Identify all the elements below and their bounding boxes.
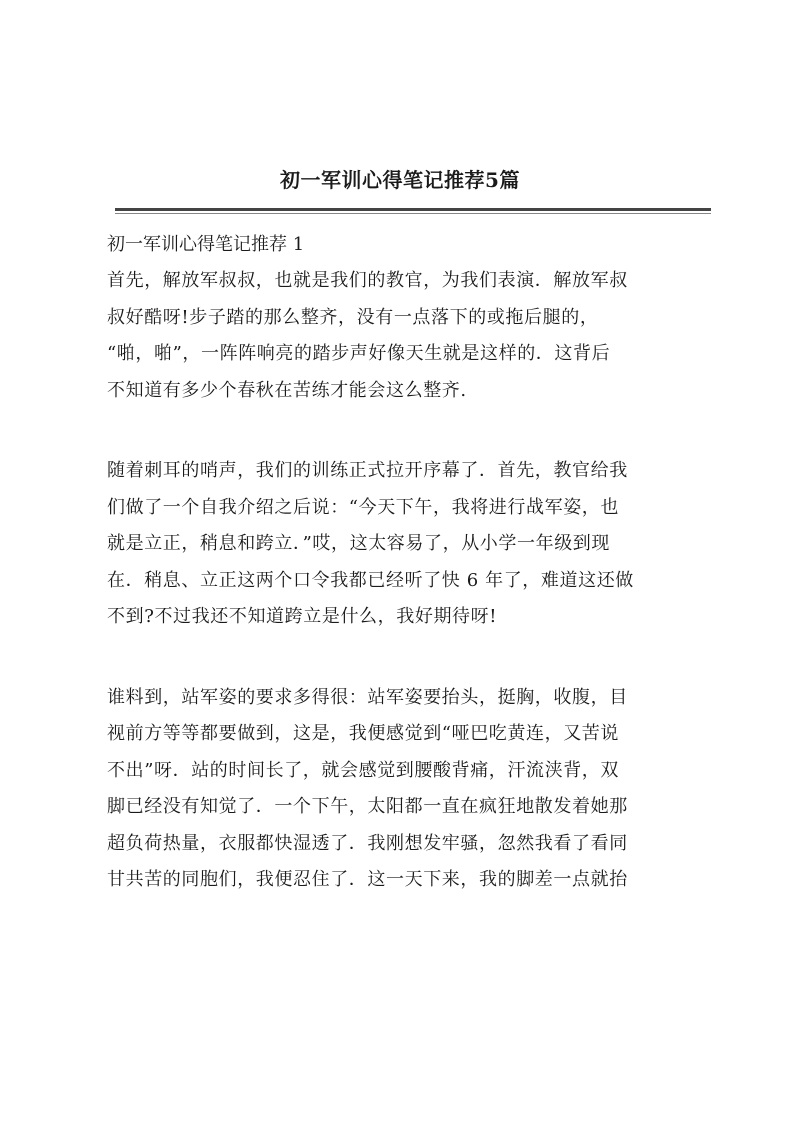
text-line: 们做了一个自我介绍之后说：“今天下午，我将进行战军姿，也 <box>107 496 619 518</box>
text-line: 就是立正，稍息和跨立．”哎，这太容易了，从小学一年级到现 <box>107 533 610 554</box>
document-body <box>107 227 707 899</box>
paragraph-gap <box>107 636 707 680</box>
text-line: 不知道有多少个春秋在苦练才能会这么整齐. <box>107 379 467 401</box>
document-title: 初一军训心得笔记推荐5篇 <box>280 168 520 192</box>
title-divider <box>115 208 711 211</box>
paragraph-3 <box>107 680 707 899</box>
text-line: 首先，解放军叔叔，也就是我们的教官，为我们表演．解放军叔 <box>107 270 628 291</box>
text-line: 视前方等等都要做到，这是，我便感觉到“哑巴吃黄连，又苦说 <box>107 723 619 744</box>
text-line: 叔好酷呀!步子踏的那么整齐，没有一点落下的或拖后腿的， <box>107 306 599 328</box>
paragraph-1 <box>107 263 707 409</box>
text-line: 甘共苦的同胞们，我便忍住了．这一天下来，我的脚差一点就抬 <box>107 869 628 890</box>
text-line: 不出”呀．站的时间长了，就会感觉到腰酸背痛，汗流浃背，双 <box>107 759 619 781</box>
text-line: 脚已经没有知觉了．一个下午，太阳都一直在疯狂地散发着她那 <box>107 796 628 817</box>
text-line: 超负荷热量，衣服都快湿透了．我刚想发牢骚，忽然我看了看同 <box>107 832 628 854</box>
text-line: 不到?不过我还不知道跨立是什么，我好期待呀! <box>107 606 498 627</box>
text-line: “啪，啪”，一阵阵响亮的踏步声好像天生就是这样的．这背后 <box>107 343 611 364</box>
text-line: 随着刺耳的哨声，我们的训练正式拉开序幕了．首先，教官给我 <box>107 460 628 481</box>
text-line: 在．稍息、立正这两个口令我都已经听了快 6 年了，难道这还做 <box>107 569 634 591</box>
text-line: 谁料到，站军姿的要求多得很：站军姿要抬头，挺胸，收腹，目 <box>107 686 628 708</box>
section-heading: 初一军训心得笔记推荐 1 <box>107 234 305 255</box>
paragraph-2 <box>107 453 707 636</box>
paragraph-gap <box>107 409 707 453</box>
